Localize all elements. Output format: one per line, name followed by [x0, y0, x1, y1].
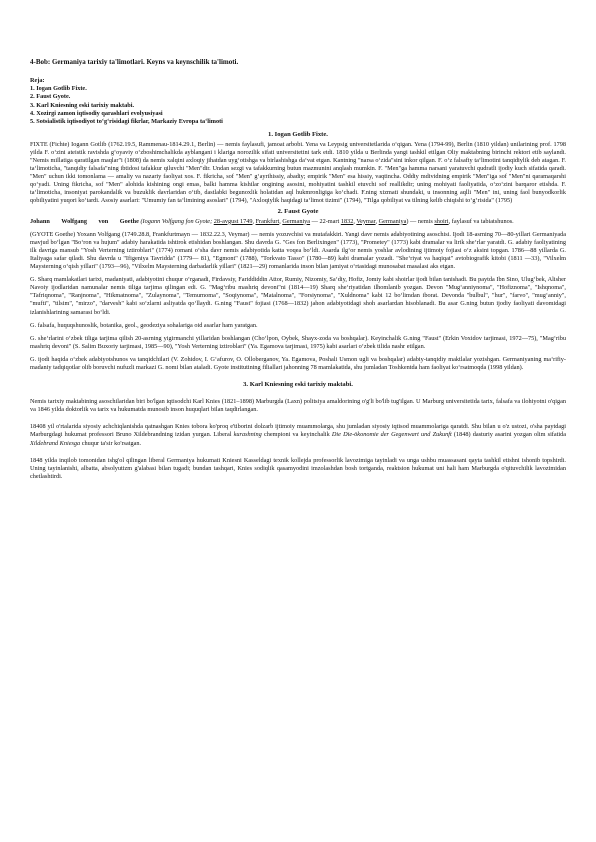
chapter-title: 4-Bob: Germaniya tarixiy ta'limotlari. Keyns va keynschilik ta'limoti.	[30, 58, 239, 66]
intro-text-end: , faylasuf va tabiatshunos.	[448, 217, 514, 225]
frankfurt-link[interactable]: Frankfurt	[255, 217, 280, 225]
birth-date-link[interactable]: 28-avgust 1749	[213, 217, 253, 225]
paragraph: FIXTE (Fichte) Iogann Gotlib (1762.19.5, Rammenau‑1814.29.1, Berlin) — nemis faylasufi, jamoat arbobi. Yena va Leypsig universitetlarida o‘qigan. Yena (1794‑99), Berlin (1810 yildan) unilarining prof. 1798 yilda F. o‘zini ateistik ravishda g‘oyaviy o‘zboshimchalikda ayblangani i klariga norozilik sifati universitetini tark etdi. 1810 yilda u Berlinda yangi tashkil etilgan Oliy maktabning birinchi rektori etib saylandi. "Nemis millatiga qaratilgan maqlar"i (1808) da nemis xalqini axloqiy jihatdan uyg‘otishga va birlashishga da‘vat etgan. Kantning "narsa o‘zida"sini inkor qilgan. F. o‘z falsafiy ta‘limotini tanqidiylik deb atagan. F. ta‘limoticha, "tanqidiy falsafa"ning ibtidosi tafakkur qiluvchi "Men"dir. Undan sezgi va tafakkurning butun mazmunini anqlash mumkin. F. "Men"ga hamma narsani yaratuvchi qudratli ijodiy kuch sifatida qaradi. "Men" uchun ikki tomonlama — amaliy va nazariy faoliyat xos. F. fikricha, sof "Men" g‘ayrihissiy, abadiy; empirik "Men" esa hissiy, vaqtincha. Oddiy mdividning empirik "Men"iga sof "Men"ni qaramaqarshi qo‘yadi. Uning fikricha, sof "Men" alohida kishining ongi emas, balki hamma kishilar ongining asosini, mohiyatini tashkil etuvchi sof reallikdir; uning mohiyati faoliyatida, o‘zo‘zini barqaror etishda. F. ta‘limoticha, insoniyat parokandalik va buzuklik davrlaridan o‘tib, dastlabki begunoxlik holatidan aql hukmronligiga ko‘chadi. F.ning xizmati shundaki, u insonning aqlli "Men" ini, uning faol bunyodkorlik qobiliyatini yuqori ko‘tardi. Asosiy asarlari: "Umumiy fan ta‘limining asoslari" (1794), "Axloqiylik haqidagi ta‘limot tizimi" (1794), "Tilga qobiliyat va tilning kelib chiqishi to‘g‘risida" (1795)	[30, 140, 566, 205]
plan-item: 1. Iogan Gotlib Fixte.	[30, 85, 87, 93]
germany-link[interactable]: Germaniya	[282, 217, 311, 225]
plan-item: 3. Karl Kniesning eski tarixiy maktabi.	[30, 101, 135, 109]
poet-link[interactable]: shoiri	[434, 217, 449, 225]
italic-run: kurashning	[233, 431, 262, 439]
text-run: 18408 yil o'rtalarida siyosiy achchiqlanishda qatnashgan Knies tobora ko'proq e'tiborini dolzarb ijtimoiy muammolarga, shu jumladan siyosiy iqtisod muammolariga qaratdi. Shu bilan u o'z ustozi, o'sha paytdagi Marburgdagi hukumat professori Bruno Xildebrandning izidan yurgan. Liberal	[30, 423, 566, 439]
plan-item: 4. Xozirgi zamon iqtisodiy qarashlari evolyusiyasi	[30, 110, 163, 118]
section-heading-fixte: 1. Iogan Gotlib Fixte.	[268, 130, 328, 138]
paragraph: Nemis tarixiy maktabining asoschilaridan biri bo'lgan iqtisodchi Karl Knies (1821–1898) Marburgda (Laxn) politsiya amaldorining o'g'li bo'lib tug'ilgan. U Marburg universitetida tarix, falsafa va ilohiyotni o'qigan va 1846 yilda doktorlik va tarix va hukumatda munosib inson huquqlari bilan taqdirlangan.	[30, 398, 566, 414]
section-heading-goethe: 2. Faust Gyote	[277, 207, 319, 215]
text-run: (1848) dasturiy asarini yozgan olim sifatida	[453, 431, 567, 439]
plan-item: 2. Faust Gyote.	[30, 93, 71, 101]
text-run: chuqur ta'sir ko'rsatgan.	[81, 439, 142, 447]
plan-heading: Reja:	[30, 77, 45, 85]
paragraph: 1848 yilda inqilob tomonidan ishg'ol qilingan liberal Germaniya hukumati Kniesni Kasseldagi texnik kollejda professorlik lavozimiga tayinladi va unga ushbu muassasani qayta tashkil etishni ishonib topshirdi. Uning tayinlanishi, albatta, absolyutizm g'alabasi bilan tugadi; bundan tashqari, Knies sodiqlik qasamyodini imzolashdan bosh tortganda, reaktsion hukumat uni hali ham Marburgda o'qituvchilik lavozimidan chetlashtirdi.	[30, 456, 566, 480]
paragraph: G. she‘rlarini o‘zbek tiliga tarjima qilish 20-asrning yigirmanchi yillaridan boshlangan (Cho‘lpon, Oybek, Shayx-zoda va boshqalar). Keyinchalik G.ning "Faust" (Erkin Voxidov tarjimasi, 1972—75), "Mag‘ribu mashriq devoni" (S. Salim Buxoriy tarjimasi, 1985—90), "Yosh Verterning iztiroblari" (Ya. Egamova tarjimasi, 1975) kabi asarlari o‘zbek tilida nashr etilgan.	[30, 334, 566, 350]
goethe-intro: Johann Wolfgang von Goethe (Iogann Volfgang fon Gyote; 28-avgust 1749, Frankfurt, Germaniya — 22-mart 1832, Veymar, Germaniya) — nemis shoiri, faylasuf va tabiatshunos.	[30, 217, 514, 225]
document-page	[30, 58, 566, 481]
plan-list	[30, 85, 566, 126]
section-heading-knies: 3. Karl Kniesning eski tarixiy maktabi.	[243, 381, 353, 389]
germany-link-2[interactable]: Germaniya	[378, 217, 407, 225]
paragraph	[30, 423, 566, 447]
plan-item: 5. Sotsialistik iqtisodiyot to‘g‘risidagi fikrlar, Markaziy Evropa ta‘limoti	[30, 118, 223, 126]
text-run: chempioni va keyinchalik	[263, 431, 330, 439]
dash-text: — 22-mart	[311, 217, 340, 225]
weimar-link[interactable]: Veymar	[356, 217, 376, 225]
paragraph: (GYOTE Goethe) Yoxann Volfgang (1749.28.8, Frankfurtmayn — 1832.22.3, Veymar) — nemis yozuvchisi va mutafakkiri. Yangi davr nemis adabiyotining asoschisi. Ijodi 18-asrning 70—80-yillari Germaniyada mavjud bo‘lgan "Bo‘ron va hujum" adabiy harakatida ishtirok etishidan boshlangan. Shu davrda G. "Ges fon Berlixingen" (1773), "Prometey" (1773) kabi dramalar va lirik she‘rlar yaratdi. G. adabiy faoliyatining ilk davriga mansub "Yosh Verterning iztiroblari" (1774) romani o‘sha davr nemis adabiyotida katta voqea bo‘ldi. Asarda ilg‘or nemis yoshlar avlodining ijtimoiy fojiasi o‘z aksini topgan. 1786—88 yillarda G. Italiyaga safar qiladi. Shu davrda u "Ifigeniya Tavridda" (1779— 81), "Egmont" (1788), "Torkvato Tasso" (1780—89) kabi dramalar yozadi. "She‘riyat va haqiqat" avtobiografik kitobi (1811 —33), "Vilxelm Maysterning o‘qish yillari" (1793—96), "Vilxelm Maysterning darbadarlik yillari" (1821—29) romanlarida inson bilan jamiyat o‘rtasidagi munosabat masalasi aks etgan.	[30, 230, 566, 271]
year-link[interactable]: 1832	[340, 217, 354, 225]
goethe-name-uz: (Iogann Volfgang fon Gyote;	[140, 217, 213, 225]
intro-text: ) — nemis	[406, 217, 433, 225]
italic-run: Die Die-ökonomie der Gegenwart und Zukunft	[331, 431, 452, 439]
paragraph: G. falsafa, huquqshunoslik, botanika, geol., geodeziya sohalariga oid asarlar ham yaratgan.	[30, 321, 258, 329]
paragraph: G. Sharq mamlakatlari tarixi, madaniyati, adabiyotini chuqur o‘rganadi, Firdavsiy, Fariddiddin Attor, Rumiy, Nizomiy, Sa‘diy, Hofiz, Jomiy kabi shoirlar ijodi bilan tanishadi. Bu paytda Ibn Sino, Ulug‘bek, Alisher Navoiy ijodlaridan namunalar nemis tiliga tarjima qilingan edi. G. "Mag‘ribu mashriq devoni"ni (1814—19) Sharq she‘riyatidan ilhomlanib yozgan. Devon "Mug‘anniynoma", "Hofiznoma", "Ishqnoma", "Tafriqnoma", "Ranjnoma", "Hikmatnoma", "Zulaynoma", "Temurnoma", "Soqiynoma", "Matalnoma", "Forsiynoma", "Xuldnoma" kabi 12 bo‘limdan iborat. Devonda "bulbul", "hur", "farvo", "mug‘anniy", "mufti", "tilsim", "mirzo", "darvesh" kabi so‘zlarni asliyatda qo‘llaydi. G.ning "Faust" fojiasi (1768—1832) jahon adabiyotidagi shoh asarlardan hisoblanadi. Bu asar G.ning butun ijodiy faoliyati davomidagi izlanishlarining samarasi bo‘ldi.	[30, 276, 566, 316]
italic-run: Xildebrand Kniesga	[30, 439, 81, 447]
goethe-name: Johann Wolfgang von Goethe	[30, 217, 139, 225]
paragraph: G. ijodi haqida o‘zbek adabiyotshunos va tanqidchilari (V. Zohidov, I. G‘afurov, O. Olloberganov, Ya. Egamova, Poshali Usmon ugli va boshqalar) adabiy-tanqidiy maktlalar yozishgan. Germaniyaning ma‘rifiy-madaniy tadqiqotlar olib boruvchi nufuzli markazi G. nomi bilan ataladi. Gyote institutining filiallari jahonning 78 mamlakatida, shu jumladan Toshkentda ham faoliyat ko‘rsatmoqda (1998 yildan).	[30, 355, 566, 372]
